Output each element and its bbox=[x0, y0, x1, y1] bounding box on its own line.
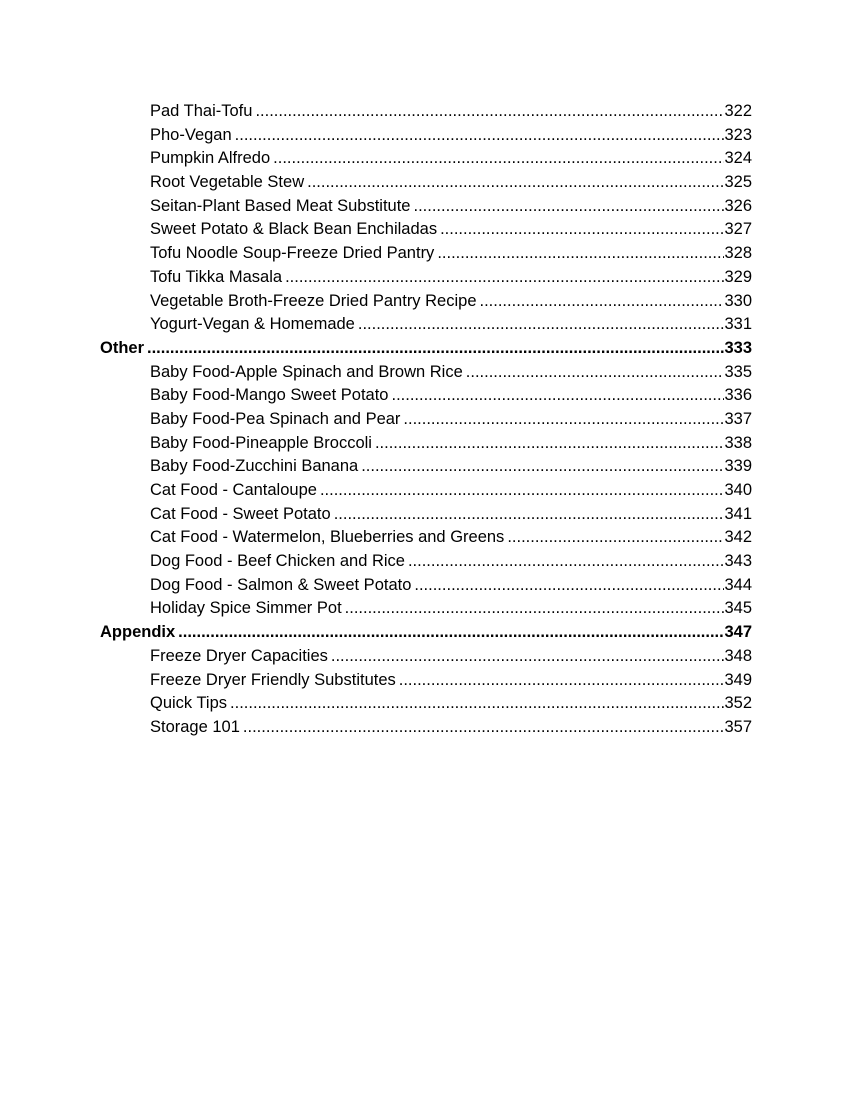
toc-entry[interactable] bbox=[100, 574, 752, 598]
toc-leader-dots bbox=[255, 100, 724, 124]
toc-entry-page: 330 bbox=[724, 291, 752, 310]
toc-leader-dots bbox=[285, 266, 724, 290]
toc-entry-title: Baby Food-Pea Spinach and Pear bbox=[150, 409, 401, 428]
toc-leader-dots bbox=[345, 597, 725, 621]
toc-entry-page: 325 bbox=[724, 173, 752, 192]
toc-entry-page: 339 bbox=[724, 457, 752, 476]
toc-leader-dots bbox=[243, 716, 725, 740]
toc-entry-title: Yogurt-Vegan & Homemade bbox=[150, 315, 355, 334]
toc-entry-page: 335 bbox=[724, 362, 752, 381]
toc-entry[interactable] bbox=[100, 479, 752, 503]
toc-entry-title: Storage 101 bbox=[150, 717, 240, 736]
toc-entry-page: 323 bbox=[724, 125, 752, 144]
toc-entry-page: 348 bbox=[724, 646, 752, 665]
toc-entry-page: 338 bbox=[724, 433, 752, 452]
toc-entry-page: 342 bbox=[724, 528, 752, 547]
toc-entry-title: Sweet Potato & Black Bean Enchiladas bbox=[150, 220, 438, 239]
toc-entry-title: Tofu Noodle Soup-Freeze Dried Pantry bbox=[150, 244, 435, 263]
toc-entry-page: 333 bbox=[724, 338, 752, 357]
toc-entry-title: Baby Food-Pineapple Broccoli bbox=[150, 433, 372, 452]
toc-entry-page: 357 bbox=[724, 717, 752, 736]
toc-entry[interactable] bbox=[100, 337, 752, 361]
toc-leader-dots bbox=[147, 337, 724, 361]
toc-entry-title: Holiday Spice Simmer Pot bbox=[150, 599, 342, 618]
toc-entry[interactable] bbox=[100, 266, 752, 290]
toc-leader-dots bbox=[320, 479, 725, 503]
toc-entry-page: 331 bbox=[724, 315, 752, 334]
toc-leader-dots bbox=[331, 645, 725, 669]
toc-entry-title: Cat Food - Watermelon, Blueberries and Greens bbox=[150, 528, 505, 547]
toc-entry-title: Baby Food-Apple Spinach and Brown Rice bbox=[150, 362, 463, 381]
toc-entry-page: 328 bbox=[724, 244, 752, 263]
toc-leader-dots bbox=[466, 361, 725, 385]
toc-entry-title: Seitan-Plant Based Meat Substitute bbox=[150, 196, 411, 215]
toc-entry[interactable] bbox=[100, 313, 752, 337]
toc-entry-page: 352 bbox=[724, 694, 752, 713]
toc-entry-title: Vegetable Broth-Freeze Dried Pantry Recipe bbox=[150, 291, 477, 310]
toc-entry[interactable] bbox=[100, 432, 752, 456]
toc-entry[interactable] bbox=[100, 716, 752, 740]
toc-entry-title: Freeze Dryer Capacities bbox=[150, 646, 328, 665]
toc-entry-title: Cat Food - Sweet Potato bbox=[150, 504, 331, 523]
toc-entry-title: Appendix bbox=[100, 623, 176, 642]
toc-entry[interactable] bbox=[100, 408, 752, 432]
toc-entry-page: 324 bbox=[724, 149, 752, 168]
toc-entry-page: 341 bbox=[724, 504, 752, 523]
toc-entry[interactable] bbox=[100, 171, 752, 195]
toc-leader-dots bbox=[334, 503, 725, 527]
toc-leader-dots bbox=[358, 313, 725, 337]
toc-entry-page: 344 bbox=[724, 575, 752, 594]
toc-entry-title: Dog Food - Salmon & Sweet Potato bbox=[150, 575, 412, 594]
toc-entry[interactable] bbox=[100, 692, 752, 716]
toc-entry-title: Pumpkin Alfredo bbox=[150, 149, 271, 168]
toc-entry[interactable] bbox=[100, 124, 752, 148]
toc-entry[interactable] bbox=[100, 147, 752, 171]
toc-entry-title: Baby Food-Mango Sweet Potato bbox=[150, 386, 389, 405]
toc-entry[interactable] bbox=[100, 621, 752, 645]
toc-entry[interactable] bbox=[100, 100, 752, 124]
toc-list bbox=[100, 100, 752, 740]
toc-entry-page: 343 bbox=[724, 552, 752, 571]
toc-entry-title: Tofu Tikka Masala bbox=[150, 267, 283, 286]
toc-leader-dots bbox=[391, 384, 724, 408]
toc-leader-dots bbox=[230, 692, 724, 716]
toc-leader-dots bbox=[414, 574, 724, 598]
toc-entry-page: 327 bbox=[724, 220, 752, 239]
toc-leader-dots bbox=[375, 432, 725, 456]
toc-entry[interactable] bbox=[100, 669, 752, 693]
toc-leader-dots bbox=[235, 124, 725, 148]
toc-entry[interactable] bbox=[100, 195, 752, 219]
toc-leader-dots bbox=[414, 195, 725, 219]
toc-leader-dots bbox=[307, 171, 724, 195]
toc-leader-dots bbox=[403, 408, 724, 432]
toc-leader-dots bbox=[480, 290, 725, 314]
toc-entry-page: 336 bbox=[724, 386, 752, 405]
toc-entry-page: 329 bbox=[724, 267, 752, 286]
toc-entry-title: Freeze Dryer Friendly Substitutes bbox=[150, 670, 396, 689]
toc-entry-title: Pad Thai-Tofu bbox=[150, 102, 253, 120]
toc-leader-dots bbox=[437, 242, 724, 266]
toc-entry-title: Quick Tips bbox=[150, 694, 228, 713]
toc-leader-dots bbox=[273, 147, 724, 171]
toc-entry[interactable] bbox=[100, 384, 752, 408]
toc-leader-dots bbox=[361, 455, 724, 479]
toc-entry-page: 326 bbox=[724, 196, 752, 215]
toc-entry-title: Cat Food - Cantaloupe bbox=[150, 481, 317, 499]
toc-entry-page: 349 bbox=[724, 670, 752, 689]
toc-entry[interactable] bbox=[100, 550, 752, 574]
toc-entry[interactable] bbox=[100, 290, 752, 314]
toc-entry[interactable] bbox=[100, 218, 752, 242]
toc-entry-title: Dog Food - Beef Chicken and Rice bbox=[150, 552, 405, 571]
toc-entry[interactable] bbox=[100, 503, 752, 527]
toc-leader-dots bbox=[399, 669, 725, 693]
toc-leader-dots bbox=[440, 218, 724, 242]
toc-leader-dots bbox=[507, 526, 724, 550]
toc-entry[interactable] bbox=[100, 645, 752, 669]
toc-entry-page: 322 bbox=[724, 102, 752, 120]
toc-entry-page: 340 bbox=[724, 481, 752, 499]
toc-entry[interactable] bbox=[100, 597, 752, 621]
toc-entry[interactable] bbox=[100, 242, 752, 266]
toc-entry[interactable] bbox=[100, 361, 752, 385]
toc-leader-dots bbox=[408, 550, 725, 574]
toc-leader-dots bbox=[178, 621, 724, 645]
toc-entry[interactable] bbox=[100, 455, 752, 479]
toc-entry-page: 347 bbox=[724, 623, 752, 642]
toc-entry-title: Pho-Vegan bbox=[150, 125, 232, 144]
toc-entry-title: Root Vegetable Stew bbox=[150, 173, 305, 192]
toc-entry-title: Other bbox=[100, 338, 145, 357]
toc-entry[interactable] bbox=[100, 526, 752, 550]
toc-entry-page: 337 bbox=[724, 409, 752, 428]
toc-entry-title: Baby Food-Zucchini Banana bbox=[150, 457, 359, 476]
toc-entry-page: 345 bbox=[724, 599, 752, 618]
